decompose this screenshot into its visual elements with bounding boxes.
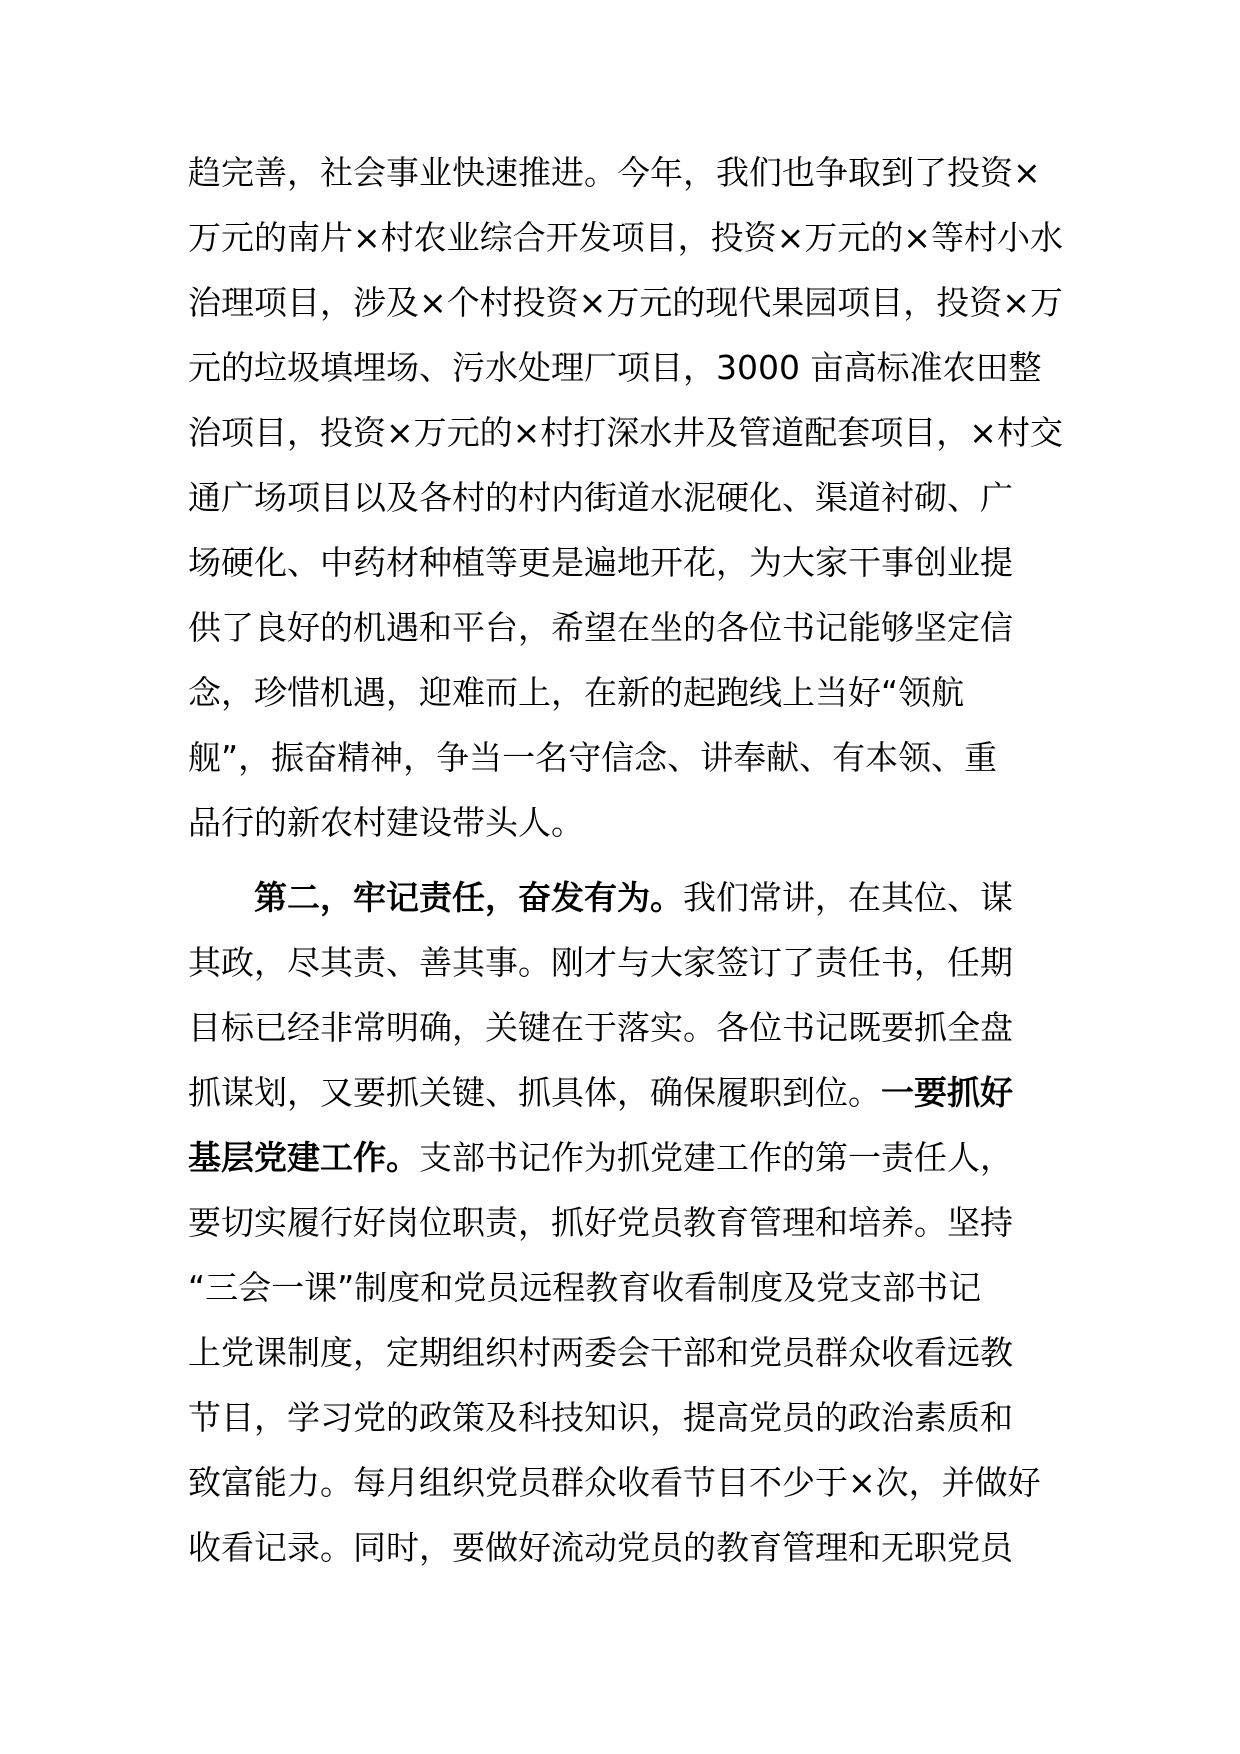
- paragraph-2-line: 上党课制度，定期组织村两委会干部和党员群众收看远教: [188, 1333, 1013, 1372]
- paragraph-1-line: 品行的新农村建设带头人。: [188, 803, 584, 842]
- paragraph-1: [188, 140, 1063, 855]
- paragraph-1-line: 场硬化、中药材种植等更是遍地开花，为大家干事创业提: [188, 543, 1013, 582]
- section-heading: 第二，牢记责任，奋发有为。: [254, 878, 683, 917]
- paragraph-2-line: 节目，学习党的政策及科技知识，提高党员的政治素质和: [188, 1398, 1013, 1437]
- subheading-end: 基层党建工作。: [188, 1138, 419, 1177]
- paragraph-1-line: 通广场项目以及各村的村内街道水泥硬化、渠道衬砌、广: [188, 478, 1013, 517]
- paragraph-2-line-5: [188, 1125, 1060, 1190]
- paragraph-2-line: “三会一课”制度和党员远程教育收看制度及党支部书记: [188, 1268, 982, 1307]
- paragraph-2-line: 要切实履行好岗位职责，抓好党员教育管理和培养。坚持: [188, 1203, 1013, 1242]
- paragraph-1-line: 元的垃圾填埋场、污水处理厂项目，3000 亩高标准农田整: [188, 348, 1042, 387]
- paragraph-2-line: 目标已经非常明确，关键在于落实。各位书记既要抓全盘: [188, 1008, 1013, 1047]
- paragraph-2-text: 支部书记作为抓党建工作的第一责任人，: [419, 1138, 1013, 1177]
- paragraph-2-line-1: [188, 865, 1060, 930]
- paragraph-1-line: 舰”，振奋精神，争当一名守信念、讲奉献、有本领、重: [188, 738, 998, 777]
- paragraph-1-line: 治项目，投资×万元的×村打深水井及管道配套项目，×村交: [188, 413, 1063, 452]
- paragraph-2-line: 收看记录。同时，要做好流动党员的教育管理和无职党员: [188, 1528, 1013, 1567]
- paragraph-2-line-4: [188, 1060, 1060, 1125]
- paragraph-2-line: 其政，尽其责、善其事。刚才与大家签订了责任书，任期: [188, 943, 1013, 982]
- paragraph-2: [188, 865, 1060, 1580]
- paragraph-2-line: 致富能力。每月组织党员群众收看节目不少于×次，并做好: [188, 1463, 1041, 1502]
- paragraph-1-line: 趋完善，社会事业快速推进。今年，我们也争取到了投资×: [188, 153, 1041, 192]
- paragraph-1-line: 万元的南片×村农业综合开发项目，投资×万元的×等村小水: [188, 218, 1063, 257]
- paragraph-2-text: 抓谋划，又要抓关键、抓具体，确保履职到位。: [188, 1073, 881, 1112]
- subheading-start: 一要抓好: [881, 1073, 1013, 1112]
- paragraph-1-line: 治理项目，涉及×个村投资×万元的现代果园项目，投资×万: [188, 283, 1063, 322]
- paragraph-1-line: 念，珍惜机遇，迎难而上，在新的起跑线上当好“领航: [188, 673, 965, 712]
- paragraph-2-text: 我们常讲，在其位、谋: [683, 878, 1013, 917]
- paragraph-1-line: 供了良好的机遇和平台，希望在坐的各位书记能够坚定信: [188, 608, 1013, 647]
